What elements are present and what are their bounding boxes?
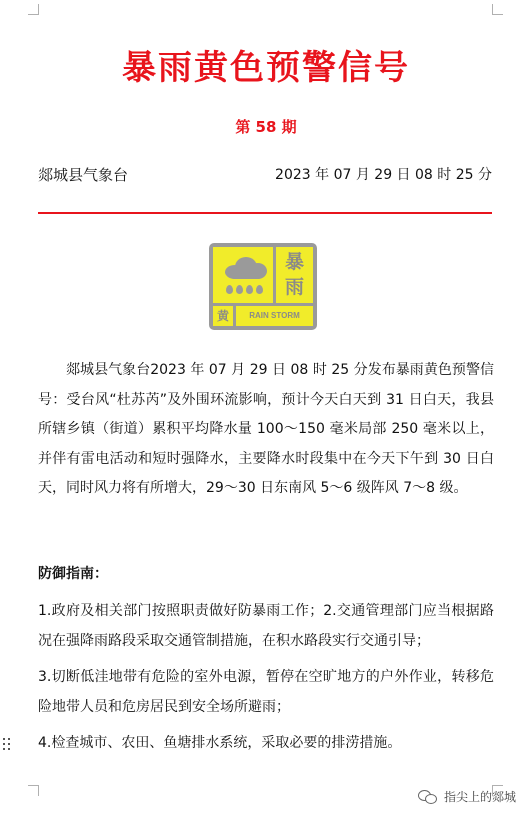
wechat-icon	[418, 789, 438, 805]
defense-guide-title: 防御指南：	[38, 566, 108, 582]
guide-item: 4.检查城市、农田、鱼塘排水系统，采取必要的排涝措施。	[38, 735, 402, 751]
issuing-organization: 郯城县气象台	[38, 166, 129, 184]
drag-handle-icon[interactable]	[3, 738, 13, 754]
defense-guide-list	[38, 597, 494, 766]
page-corner-mark	[28, 4, 39, 15]
watermark	[418, 788, 516, 805]
warning-name-cn	[276, 247, 313, 303]
warning-body: 郯城县气象台2023 年 07 月 29 日 08 时 25 分发布暴雨黄色预警信号：受台风“杜苏芮”及外围环流影响，预计今天白天到 31 日白天，我县所辖乡镇（街道）累积平均降水量 100～150 毫米局部 250 毫米以上，并伴有雷电活动和短时强降水，主要降水时段集中在今天下午到 30 日白天，同时风力将有所增大，29～30 日东南风 5～6 级阵风 7～8 级。	[38, 362, 494, 496]
page-corner-mark	[492, 4, 503, 15]
issue-number: 第 58 期	[235, 118, 297, 136]
page-corner-mark	[28, 785, 39, 796]
red-divider	[38, 212, 492, 214]
guide-item: 3.切断低洼地带有危险的室外电源，暂停在空旷地方的户外作业，转移危险地带人员和危房居民到安全场所避雨；	[38, 669, 494, 715]
watermark-text: 指尖上的郯城	[443, 790, 516, 804]
guide-item: 1.政府及相关部门按照职责做好防暴雨工作；2.交通管理部门应当根据路况在强降雨路段采取交通管制措施，在积水路段实行交通引导；	[38, 603, 494, 649]
warning-name-char: 暴	[284, 251, 304, 273]
warning-name-en: RAIN STORM	[236, 306, 313, 326]
warning-level: 黄	[213, 306, 233, 326]
issue-datetime: 2023 年 07 月 29 日 08 时 25 分	[275, 167, 492, 183]
warning-name-char: 雨	[284, 276, 304, 298]
rainstorm-warning-icon	[209, 243, 317, 330]
document-title: 暴雨黄色预警信号	[122, 48, 410, 88]
rain-cloud-icon	[213, 247, 273, 303]
